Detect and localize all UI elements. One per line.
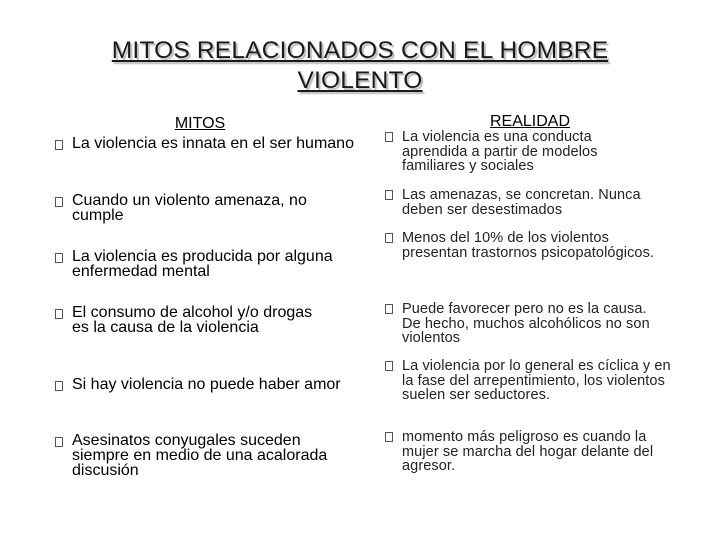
square-bullet-icon — [55, 140, 63, 150]
mito-text: Si hay violencia no puede haber amor — [72, 376, 341, 393]
realidad-text: Puede favorecer pero no es la causa. De hecho, muchos alcohólicos no son violentos — [402, 301, 650, 346]
mito-text: La violencia es innata en el ser humano — [72, 135, 354, 152]
mitos-heading: MITOS — [174, 115, 226, 132]
square-bullet-icon — [385, 190, 393, 200]
square-bullet-icon — [385, 361, 393, 371]
mito-text: Asesinatos conyugales suceden siempre en medio de una acalorada discusión — [72, 432, 328, 479]
realidad-heading: REALIDAD — [489, 113, 571, 130]
realidad-item — [385, 130, 660, 174]
realidad-item — [385, 430, 685, 474]
mito-text: La violencia es producida por alguna enfermedad mental — [72, 248, 333, 280]
square-bullet-icon — [385, 304, 393, 314]
square-bullet-icon — [55, 197, 63, 207]
realidad-item — [385, 231, 655, 260]
mito-item — [55, 193, 345, 223]
square-bullet-icon — [55, 309, 63, 319]
mito-item — [55, 249, 335, 279]
mito-item — [55, 433, 360, 478]
realidad-item — [385, 188, 660, 217]
square-bullet-icon — [385, 432, 393, 442]
square-bullet-icon — [55, 437, 63, 447]
square-bullet-icon — [55, 253, 63, 263]
realidad-item — [385, 302, 650, 346]
mito-text: Cuando un violento amenaza, no cumple — [72, 192, 307, 224]
mito-item — [55, 305, 325, 335]
realidad-text: momento más peligroso es cuando la mujer se marcha del hogar delante del agresor. — [402, 429, 654, 474]
realidad-text: La violencia por lo general es cíclica y en la fase del arrepentimiento, los violentos suelen ser seductores. — [402, 358, 671, 403]
mito-item — [55, 136, 355, 151]
realidad-text: La violencia es una conducta aprendida a partir de modelos familiares y sociales — [402, 129, 598, 174]
square-bullet-icon — [385, 132, 393, 142]
mito-text: El consumo de alcohol y/o drogas es la causa de la violencia — [72, 304, 313, 336]
realidad-text: Menos del 10% de los violentos presentan trastornos psicopatológicos. — [402, 230, 655, 261]
realidad-text: Las amenazas, se concretan. Nunca deben ser desestimados — [402, 187, 641, 218]
square-bullet-icon — [385, 233, 393, 243]
mito-item — [55, 377, 355, 392]
square-bullet-icon — [55, 381, 63, 391]
realidad-item — [385, 359, 685, 403]
slide-title: MITOS RELACIONADOS CON EL HOMBRE VIOLENTO — [111, 37, 609, 94]
